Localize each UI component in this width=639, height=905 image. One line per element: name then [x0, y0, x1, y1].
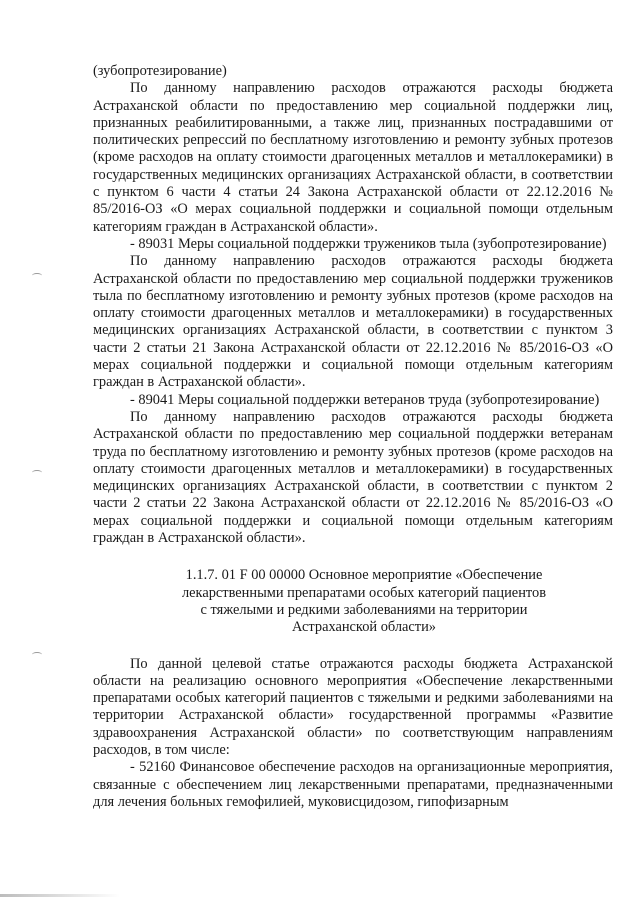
- paragraph: По данному направлению расходов отражаются расходы бюджета Астраханской области по предоставлению мер социальной поддержки лиц, признанных реабилитированными, а также лиц, признанных пострадавшими от политических репрессий по бесплатному изготовлению и ремонту зубных протезов (кроме расходов на оплату стоимости драгоценных металлов и металлокерамики) в государственных медицинских организациях Астраханской области, в соответствии с пунктом 6 части 4 статьи 24 Закона Астраханской области от 22.12.2016 № 85/2016-ОЗ «О мерах социальной поддержки и социальной помощи отдельным категориям граждан в Астраханской области».: [93, 80, 613, 235]
- list-item: - 89031 Меры социальной поддержки тружеников тыла (зубопротезирование): [130, 235, 607, 252]
- section-heading-line: 1.1.7. 01 F 00 00000 Основное мероприятие «Обеспечение: [185, 567, 543, 584]
- paragraph: По данному направлению расходов отражаются расходы бюджета Астраханской области по предоставлению мер социальной поддержки ветеранам труда по бесплатному изготовлению и ремонту зубных протезов (кроме расходов на оплату стоимости драгоценных металлов и металлокерамики) в государственных медицинских организациях Астраханской области, в соответствии с пунктом 2 части 2 статьи 22 Закона Астраханской области от 22.12.2016 № 85/2016-ОЗ «О мерах социальной поддержки и социальной помощи отдельным категориям граждан в Астраханской области».: [93, 408, 613, 547]
- continuation-text: (зубопротезирование): [93, 63, 227, 79]
- margin-mark: [32, 652, 42, 657]
- list-item: - 52160 Финансовое обеспечение расходов на организационные мероприятия, связанные с обеспечением лиц лекарственными препаратами, предназначенными для лечения больных гемофилией, муковисцидозом, гипофизарным: [93, 759, 613, 810]
- section-heading: [93, 567, 613, 636]
- paragraph: По данному направлению расходов отражаются расходы бюджета Астраханской области по предоставлению мер социальной поддержки тружеников тыла по бесплатному изготовлению и ремонту зубных протезов (кроме расходов на оплату стоимости драгоценных металлов и металлокерамики) в государственных медицинских организациях Астраханской области, в соответствии с пунктом 3 части 2 статьи 21 Закона Астраханской области от 22.12.2016 № 85/2016-ОЗ «О мерах социальной поддержки и социальной помощи отдельным категориям граждан в Астраханской области».: [93, 253, 613, 391]
- section-heading-line: лекарственными препаратами особых категорий пациентов: [181, 584, 546, 601]
- margin-mark: [32, 470, 42, 475]
- page-edge-shadow: [0, 894, 120, 897]
- section-heading-line: с тяжелыми и редкими заболеваниями на территории: [200, 601, 528, 618]
- document-body: [93, 63, 613, 811]
- margin-mark: [32, 273, 42, 278]
- list-item: - 89041 Меры социальной поддержки ветеранов труда (зубопротезирование): [130, 391, 600, 408]
- paragraph: По данной целевой статье отражаются расходы бюджета Астраханской области на реализацию основного мероприятия «Обеспечение лекарственными препаратами особых категорий пациентов с тяжелыми и редкими заболеваниями на территории Астраханской области» государственной программы «Развитие здравоохранения Астраханской области» по соответствующим направлениям расходов, в том числе:: [93, 655, 613, 758]
- section-heading-line: Астраханской области»: [291, 619, 436, 636]
